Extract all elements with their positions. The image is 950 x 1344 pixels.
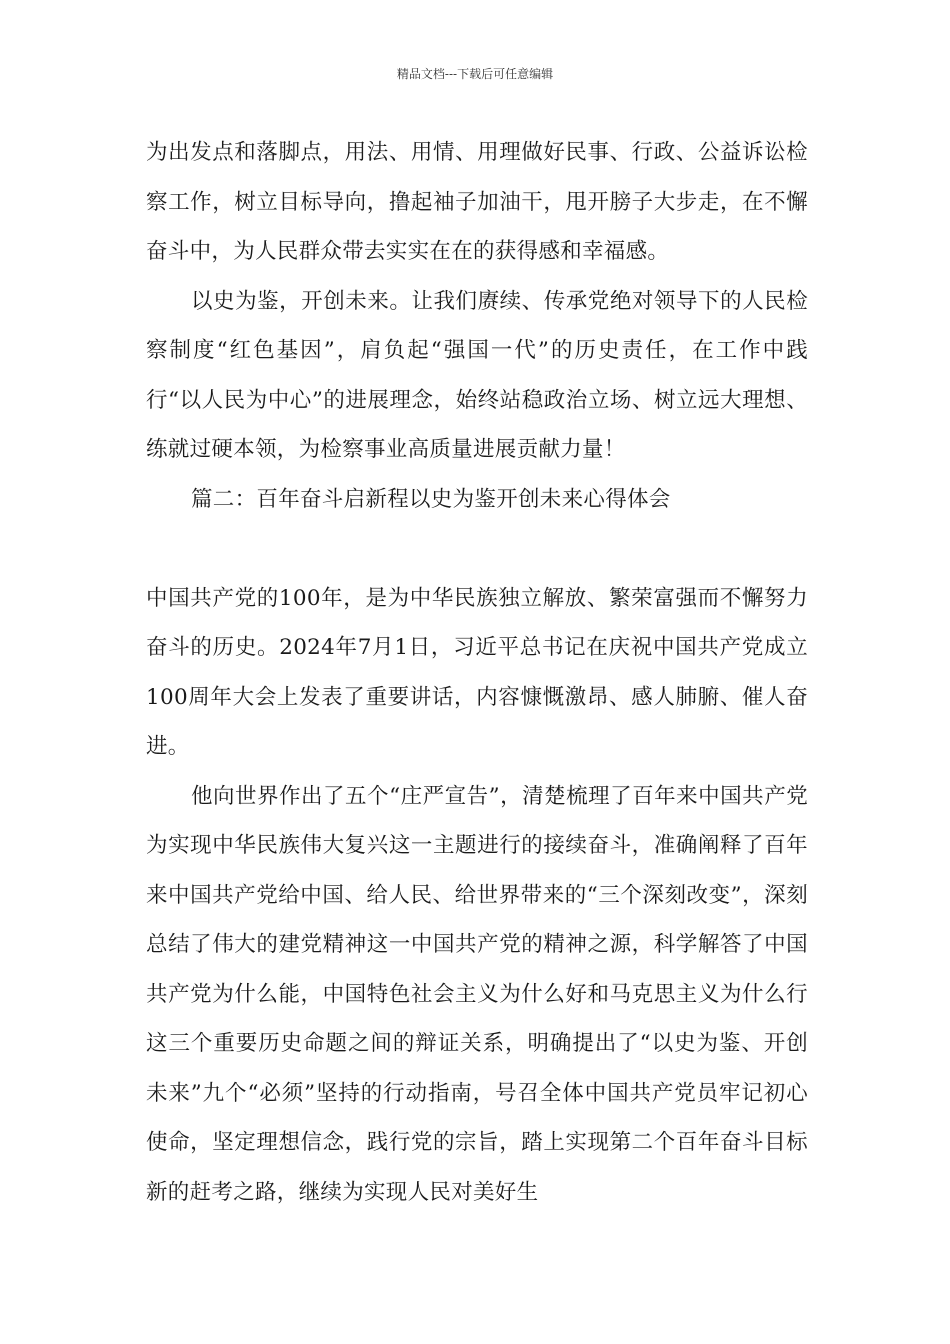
section-title: 篇二：百年奋斗启新程以史为鉴开创未来心得体会 [191, 486, 671, 512]
paragraph-body: 他向世界作出了五个“庄严宣告”，清楚梳理了百年来中国共产党为实现中华民族伟大复兴这一主题进行的接续奋斗，准确阐释了百年来中国共产党给中国、给人民、给世界带来的“三个深刻改变”，深刻总结了伟大的建党精神这一中国共产党的精神之源，科学解答了中国共产党为什么能，中国特色社会主义为什么好和马克思主义为什么行这三个重要历史命题之间的辩证关系，明确提出了“以史为鉴、开创未来”九个“必须”坚持的行动指南，号召全体中国共产党员牢记初心使命，坚定理想信念，践行党的宗旨，踏上实现第二个百年奋斗目标新的赶考之路，继续为实现人民对美好生 [146, 783, 808, 1205]
paragraph-conclusion: 以史为鉴，开创未来。让我们赓续、传承党绝对领导下的人民检察制度“红色基因”，肩负起“强国一代”的历史责任，在工作中践行“以人民为中心”的进展理念，始终站稳政治立场、树立远大理想、练就过硬本领，为检察事业高质量进展贡献力量！ [146, 288, 808, 462]
paragraph-intro: 中国共产党的100年，是为中华民族独立解放、繁荣富强而不懈努力奋斗的历史。2024年7月1日，习近平总书记在庆祝中国共产党成立100周年大会上发表了重要讲话，内容慷慨激昂、感人肺腑、催人奋进。 [146, 585, 808, 759]
paragraph-continuation: 为出发点和落脚点，用法、用情、用理做好民事、行政、公益诉讼检察工作，树立目标导向，撸起袖子加油干，甩开膀子大步走，在不懈奋斗中，为人民群众带去实实在在的获得感和幸福感。 [146, 140, 808, 264]
document-body [146, 128, 808, 1217]
page-header: 精品文档---下载后可任意编辑 [396, 67, 554, 81]
